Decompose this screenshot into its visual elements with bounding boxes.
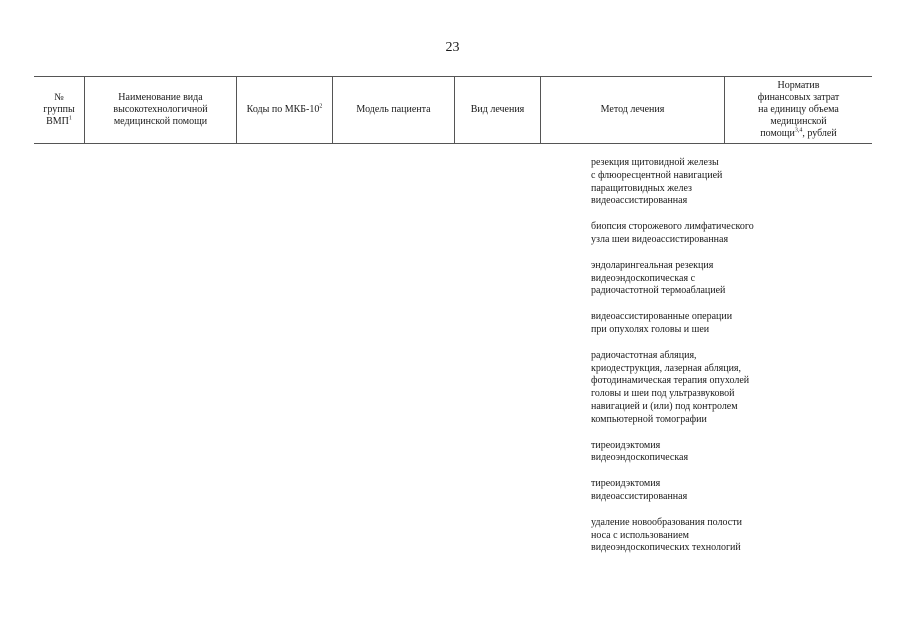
treatment-method-item: резекция щитовидной железы с флюоресцентной навигацией паращитовидных желез видеоассистированная — [591, 157, 723, 207]
footnote-ref: 2 — [319, 103, 323, 110]
treatment-methods-list — [591, 157, 791, 568]
header-group-number-text: № группы ВМП$^1$ — [43, 92, 75, 127]
footnote-ref: 3,4 — [794, 127, 803, 134]
footnote-ref: 1 — [68, 115, 72, 122]
treatment-method-item: радиочастотная абляция, криодеструкция, лазерная абляция, фотодинамическая терапия опухолей головы и шеи под ультразвуковой навигацией и (или) под контролем компьютерной томографии — [591, 349, 750, 425]
table-header-row — [34, 76, 872, 144]
header-treatment-type-text: Вид лечения — [470, 104, 525, 115]
page-number: 23 — [445, 40, 460, 55]
header-care-type-name-text: Наименование вида высокотехнологичной медицинской помощи — [113, 92, 208, 127]
header-patient-model-text: Модель пациента — [356, 104, 431, 115]
header-icd-codes-text: Коды по МКБ-$10^2$ — [246, 103, 323, 115]
treatment-method-item: тиреоидэктомия видеоассистированная — [591, 478, 688, 502]
header-cost-standard — [724, 77, 872, 143]
treatment-method-item: тиреоидэктомия видеоэндоскопическая — [591, 439, 689, 464]
treatment-method-item: эндоларингеальная резекция видеоэндоскопическая с радиочастотной термоаблацией — [591, 259, 726, 297]
header-icd-codes — [236, 77, 332, 143]
treatment-method-item: видеоассистированные операции при опухолях головы и шеи — [591, 311, 733, 335]
header-treatment-method — [540, 77, 724, 143]
header-group-number — [34, 77, 84, 143]
header-cost-standard-text: Норматив финансовых затрат на единицу объема медицинской помощи$^{3,4}$, рублей — [757, 80, 840, 139]
header-treatment-type — [454, 77, 540, 143]
header-care-type-name — [84, 77, 236, 143]
header-treatment-method-text: Метод лечения — [600, 104, 665, 115]
header-patient-model — [332, 77, 454, 143]
treatment-method-item: биопсия сторожевого лимфатического узла шеи видеоассистированная — [591, 221, 754, 245]
treatment-method-item: удаление новообразования полости носа с использованием видеоэндоскопических технологий — [591, 516, 742, 554]
